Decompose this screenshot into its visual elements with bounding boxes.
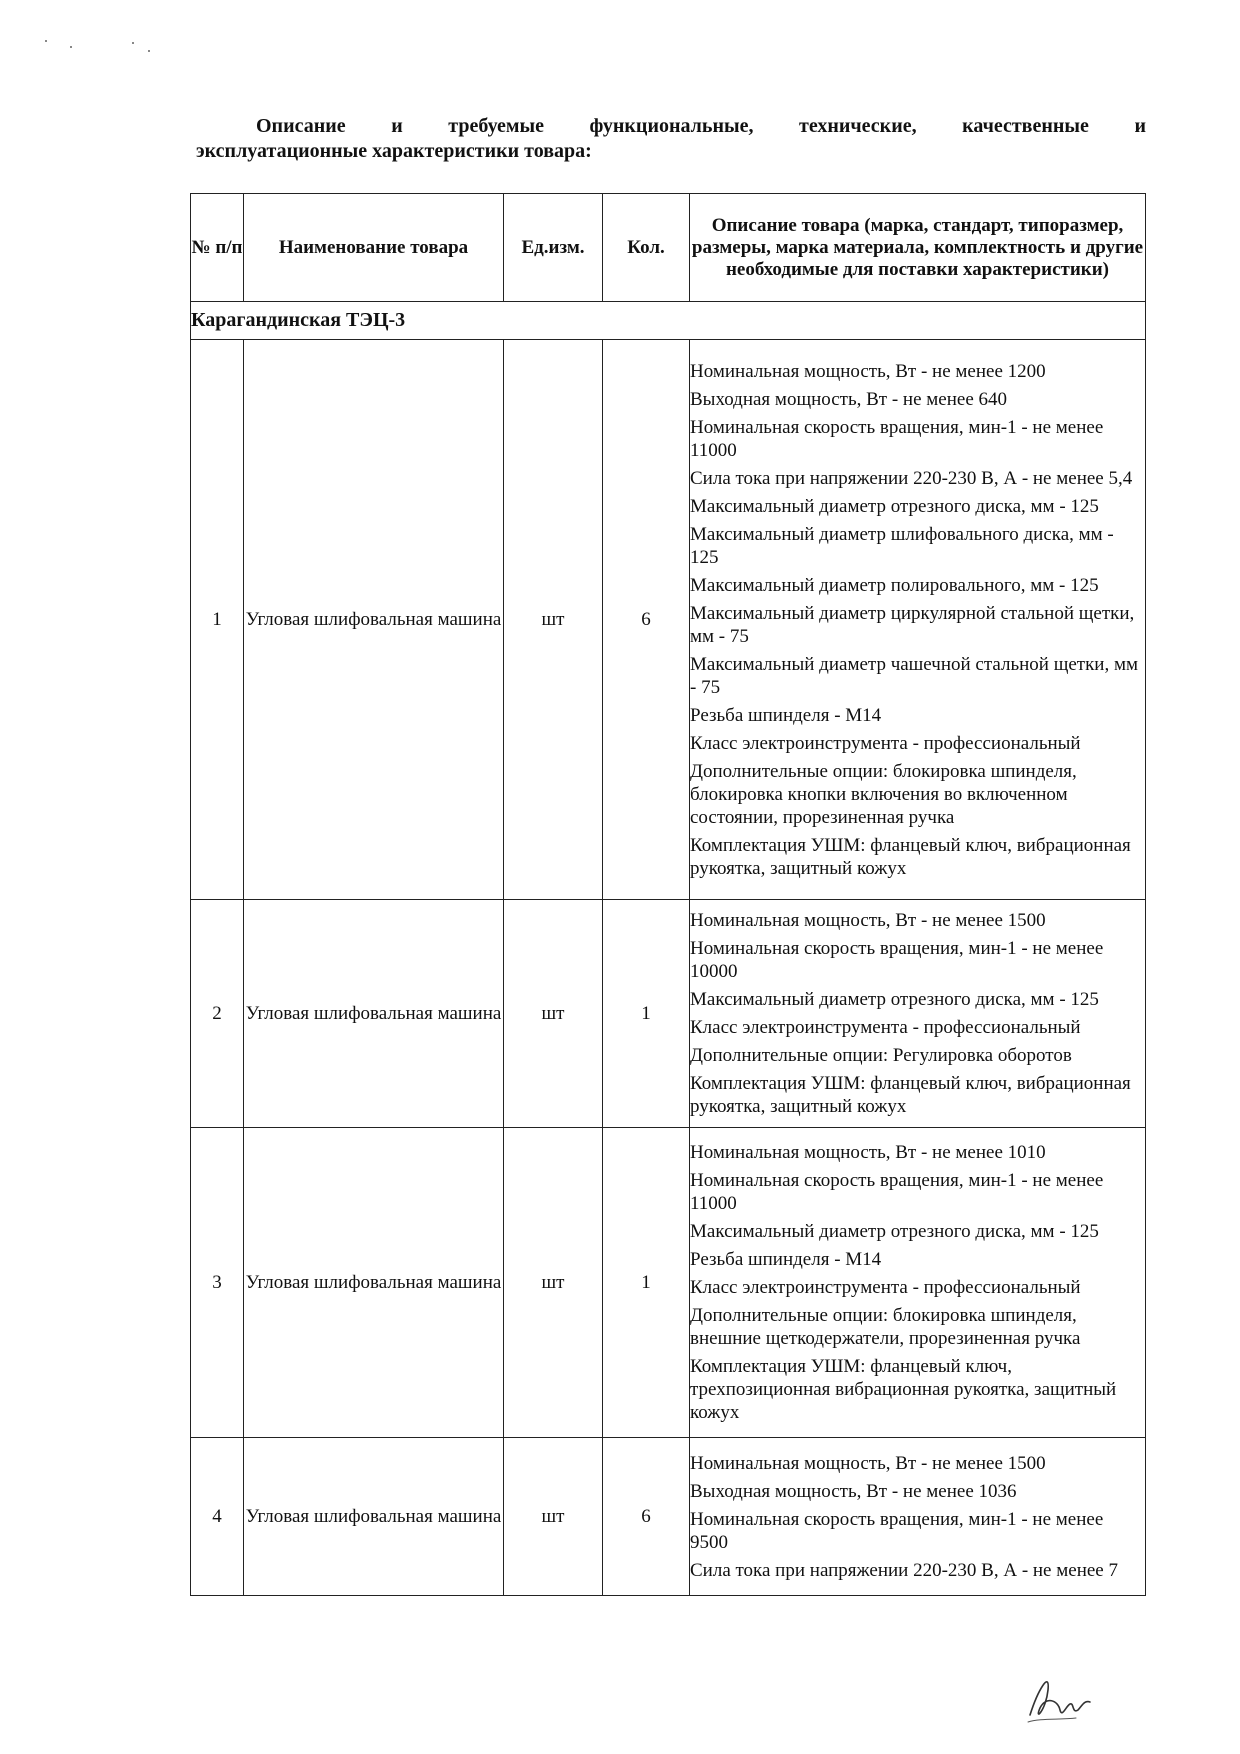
table-row <box>191 340 1146 900</box>
row-num: 1 <box>191 340 244 900</box>
scan-speck <box>148 50 150 52</box>
row-num: 2 <box>191 900 244 1128</box>
description-line: Выходная мощность, Вт - не менее 1036 <box>690 1480 1017 1502</box>
description-line: Максимальный диаметр шлифовального диска, мм - 125 <box>690 523 1114 568</box>
description-line: Класс электроинструмента - профессиональный <box>690 1277 1081 1298</box>
description-line: Максимальный диаметр чашечной стальной щетки, мм - 75 <box>690 653 1139 698</box>
row-unit: шт <box>504 340 603 900</box>
description-line: Номинальная скорость вращения, мин-1 - не менее 9500 <box>690 1508 1104 1553</box>
description-line: Дополнительные опции: Регулировка оборотов <box>690 1045 1072 1066</box>
description-line: Выходная мощность, Вт - не менее 640 <box>690 388 1008 410</box>
table-row <box>191 900 1146 1128</box>
row-qty: 1 <box>603 1128 690 1438</box>
description-line: Номинальная скорость вращения, мин-1 - не менее 10000 <box>690 938 1104 982</box>
description-line: Резьба шпинделя - М14 <box>690 704 882 726</box>
row-name: Угловая шлифовальная машина <box>244 1128 504 1438</box>
header-description: Описание товара (марка, стандарт, типоразмер, размеры, марка материала, комплектность и другие необходимые для поставки характеристики) <box>690 194 1146 302</box>
description-line: Номинальная мощность, Вт - не менее 1500 <box>690 1452 1046 1474</box>
table-header-row <box>191 194 1146 302</box>
table-row <box>191 1438 1146 1596</box>
document-heading <box>196 114 1146 164</box>
scan-speck <box>45 40 47 42</box>
row-description <box>690 340 1146 900</box>
description-line: Дополнительные опции: блокировка шпинделя, внешние щеткодержатели, прорезиненная ручка <box>690 1305 1081 1349</box>
heading-line-2: эксплуатационные характеристики товара: <box>196 140 592 162</box>
row-unit: шт <box>504 1128 603 1438</box>
description-line: Максимальный диаметр отрезного диска, мм - 125 <box>690 989 1099 1010</box>
description-line: Максимальный диаметр отрезного диска, мм - 125 <box>690 1221 1099 1242</box>
description-line: Класс электроинструмента - профессиональный <box>690 1017 1081 1038</box>
description-line: Максимальный диаметр отрезного диска, мм - 125 <box>690 495 1099 517</box>
row-name: Угловая шлифовальная машина <box>244 340 504 900</box>
row-unit: шт <box>504 900 603 1128</box>
table-row <box>191 1128 1146 1438</box>
scan-speck <box>132 42 134 44</box>
description-line: Номинальная мощность, Вт - не менее 1500 <box>690 910 1046 931</box>
row-description <box>690 1438 1146 1596</box>
row-qty: 6 <box>603 340 690 900</box>
description-line: Номинальная мощность, Вт - не менее 1010 <box>690 1142 1046 1163</box>
description-line: Комплектация УШМ: фланцевый ключ, трехпозиционная вибрационная рукоятка, защитный кожух <box>690 1356 1117 1423</box>
description-line: Номинальная скорость вращения, мин-1 - не менее 11000 <box>690 416 1104 461</box>
row-qty: 1 <box>603 900 690 1128</box>
description-line: Максимальный диаметр циркулярной стальной щетки, мм - 75 <box>690 602 1135 647</box>
row-name: Угловая шлифовальная машина <box>244 1438 504 1596</box>
row-name: Угловая шлифовальная машина <box>244 900 504 1128</box>
description-line: Максимальный диаметр полировального, мм - 125 <box>690 574 1099 596</box>
section-row <box>191 302 1146 340</box>
row-description <box>690 900 1146 1128</box>
description-line: Дополнительные опции: блокировка шпинделя, блокировка кнопки включения во включенном состоянии, прорезиненная ручка <box>690 760 1077 828</box>
description-line: Номинальная скорость вращения, мин-1 - не менее 11000 <box>690 1170 1104 1214</box>
header-qty: Кол. <box>603 194 690 302</box>
description-line: Комплектация УШМ: фланцевый ключ, вибрационная рукоятка, защитный кожух <box>690 834 1131 879</box>
row-num: 3 <box>191 1128 244 1438</box>
row-description <box>690 1128 1146 1438</box>
heading-line-1: Описание и требуемые функциональные, технические, качественные и <box>256 115 1146 137</box>
row-qty: 6 <box>603 1438 690 1596</box>
section-title: Карагандинская ТЭЦ-3 <box>191 302 1146 340</box>
signature-mark <box>1020 1660 1120 1730</box>
description-line: Номинальная мощность, Вт - не менее 1200 <box>690 360 1046 382</box>
description-line: Класс электроинструмента - профессиональный <box>690 732 1081 754</box>
description-line: Резьба шпинделя - М14 <box>690 1249 882 1270</box>
header-name: Наименование товара <box>244 194 504 302</box>
description-line: Сила тока при напряжении 220-230 В, А - не менее 7 <box>690 1559 1118 1581</box>
specification-table <box>190 193 1146 1596</box>
scan-speck <box>70 46 72 48</box>
description-line: Комплектация УШМ: фланцевый ключ, вибрационная рукоятка, защитный кожух <box>690 1073 1131 1117</box>
row-num: 4 <box>191 1438 244 1596</box>
description-line: Сила тока при напряжении 220-230 В, А - не менее 5,4 <box>690 467 1133 489</box>
row-unit: шт <box>504 1438 603 1596</box>
header-num: № п/п <box>191 194 244 302</box>
header-unit: Ед.изм. <box>504 194 603 302</box>
